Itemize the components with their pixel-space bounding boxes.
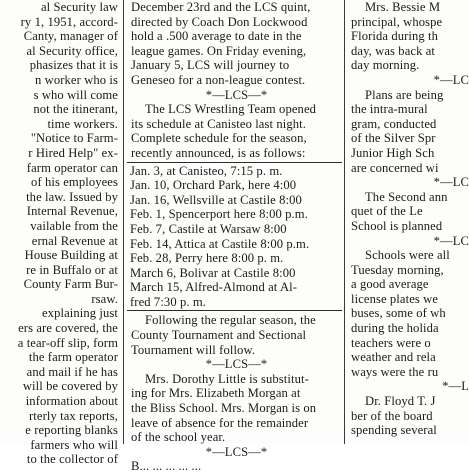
text-line: Internal Revenue,	[26, 204, 118, 219]
text-line: Tournament will follow.	[131, 342, 256, 357]
schedule-entry: Feb. 7, Castile at Warsaw 8:00	[130, 221, 287, 236]
text-line: principal, whospe	[351, 14, 443, 29]
text-line: n worker who is	[35, 72, 118, 87]
text-line: re in Buffalo or at	[26, 262, 118, 277]
text-line: leave of absence for the remainder	[131, 415, 309, 430]
schedule-entry: fred 7:30 p. m.	[130, 294, 206, 309]
text-line: the farm operator	[28, 350, 118, 365]
middle-column	[127, 0, 342, 474]
text-line: December 23rd and the LCS quint,	[131, 0, 311, 14]
text-line: Junior High Sch	[351, 145, 435, 160]
text-line: Dr. Floyd T. J	[365, 394, 436, 409]
text-line: day, was back at	[351, 43, 436, 58]
text-line: January 5, LCS will journey to	[131, 58, 290, 73]
text-line: ing for Mrs. Elizabeth Morgan at	[131, 386, 301, 401]
text-line: farm operator can	[26, 160, 118, 175]
text-line: Florida during th	[351, 29, 439, 44]
text-line: House Building at	[24, 248, 118, 263]
text-line: Mrs. Bessie M	[365, 0, 441, 14]
text-line: are concerned wi	[351, 160, 439, 175]
text-line: r Hired Help" ex-	[28, 145, 118, 160]
text-line: School is planned	[351, 218, 443, 233]
text-line: ry 1, 1951, accord-	[20, 14, 118, 29]
text-line: e reporting blanks	[25, 423, 118, 438]
text-line: Mrs. Dorothy Little is substitut-	[145, 371, 309, 386]
text-line: County Tournament and Sectional	[131, 328, 307, 343]
text-line: time workers.	[47, 116, 118, 131]
text-line: Schools were all	[365, 248, 450, 263]
text-line: The Second ann	[365, 189, 448, 204]
text-line: Canty, manager of	[23, 29, 118, 44]
schedule-entry: Feb. 1, Spencerport here 8:00 p.m.	[130, 207, 308, 222]
text-line: a good average	[351, 277, 429, 292]
text-line: explaining just	[41, 306, 118, 321]
text-line: "Notice to Farm-	[30, 131, 118, 146]
section-separator: *—LC	[433, 175, 469, 190]
text-line: Plans are being	[365, 87, 444, 102]
text-line: gram, conducted	[351, 116, 437, 131]
text-line: its schedule at Canisteo last night.	[131, 116, 306, 131]
text-line: al Security law	[40, 0, 118, 14]
left-column	[0, 0, 121, 467]
schedule-entry: Jan. 10, Orchard Park, here 4:00	[130, 178, 297, 193]
text-line: ers are covered, the	[18, 321, 118, 336]
text-line: Following the regular season, the	[145, 313, 316, 328]
tournament-article	[127, 313, 342, 357]
text-line: not the itinerant,	[33, 102, 118, 117]
text-line: The LCS Wrestling Team opened	[145, 102, 317, 117]
text-line: ernal Revenue at	[31, 233, 118, 248]
text-line: spending several	[351, 423, 437, 438]
text-line: of the school year.	[131, 430, 226, 445]
schedule-entry: Jan. 3, at Canisteo, 7:15 p. m.	[130, 163, 283, 178]
text-line: s who will come	[33, 87, 118, 102]
section-separator: *—L	[442, 379, 469, 394]
text-line: league games. On Friday evening,	[131, 43, 307, 58]
wrestling-schedule	[127, 162, 342, 312]
section-separator: *—LC	[433, 233, 469, 248]
text-line: rterly tax reports,	[29, 408, 118, 423]
text-line: al Security office,	[26, 43, 118, 58]
text-line: the law. Issued by	[26, 189, 118, 204]
text-line: weather and rela	[351, 350, 436, 365]
text-line: ber of the board	[351, 408, 433, 423]
text-line: phasizes that it is	[29, 58, 118, 73]
schedule-entry: March 6, Bolivar at Castile 8:00	[130, 265, 296, 280]
right-column	[348, 0, 469, 444]
text-line: during the holida	[351, 321, 439, 336]
wrestling-article	[127, 102, 342, 160]
text-line: recently announced, is as follows:	[131, 145, 306, 160]
text-line: vailable from the	[30, 218, 118, 233]
text-line: farmers who will	[30, 437, 118, 452]
schedule-entry: Feb. 14, Attica at Castile 8:00 p.m.	[130, 236, 310, 251]
substitute-teacher-article	[127, 372, 342, 445]
text-line: of his employees	[31, 175, 118, 190]
schedule-entry: Feb. 28, Perry here 8:00 p. m.	[130, 251, 284, 266]
text-line: teachers were o	[351, 335, 431, 350]
section-separator: *—LCS—*	[205, 87, 268, 102]
text-line: rsaw.	[91, 291, 118, 306]
text-line: day morning.	[351, 58, 420, 73]
text-line: quet of the Le	[351, 204, 423, 219]
schedule-entry: Jan. 16, Wellsville at Castile 8:00	[130, 192, 302, 207]
text-line: a tear-off slip, form	[17, 335, 118, 350]
text-line: and mail if he has	[26, 364, 118, 379]
section-separator: *—LC	[433, 72, 469, 87]
text-line: to the collector of	[26, 452, 118, 467]
text-line: Tuesday morning,	[351, 262, 444, 277]
cut-off-line: B... ... ... ... ...	[131, 459, 202, 474]
section-separator: *—LCS—*	[205, 357, 268, 372]
basketball-article	[127, 0, 342, 88]
section-separator: *—LCS—*	[205, 444, 268, 459]
text-line: will be covered by	[22, 379, 118, 394]
text-line: the intra-mural	[351, 102, 428, 117]
text-line: Geneseo for a non-league contest.	[131, 72, 306, 87]
text-line: County Farm Bur-	[23, 277, 118, 292]
text-line: license plates we	[351, 291, 439, 306]
schedule-entry: March 15, Alfred-Almond at Al-	[130, 280, 298, 295]
text-line: directed by Coach Don Lockwood	[131, 14, 308, 29]
text-line: the Bliss School. Mrs. Morgan is on	[131, 401, 317, 416]
text-line: of the Silver Spr	[351, 131, 436, 146]
column-rule-left	[123, 0, 124, 444]
text-line: information about	[25, 394, 118, 409]
text-line: hold a .500 average to date in the	[131, 29, 302, 44]
column-rule-right	[344, 0, 345, 444]
text-line: Complete schedule for the season,	[131, 131, 307, 146]
text-line: ways were the ru	[351, 364, 439, 379]
text-line: buses, some of wh	[351, 306, 446, 321]
